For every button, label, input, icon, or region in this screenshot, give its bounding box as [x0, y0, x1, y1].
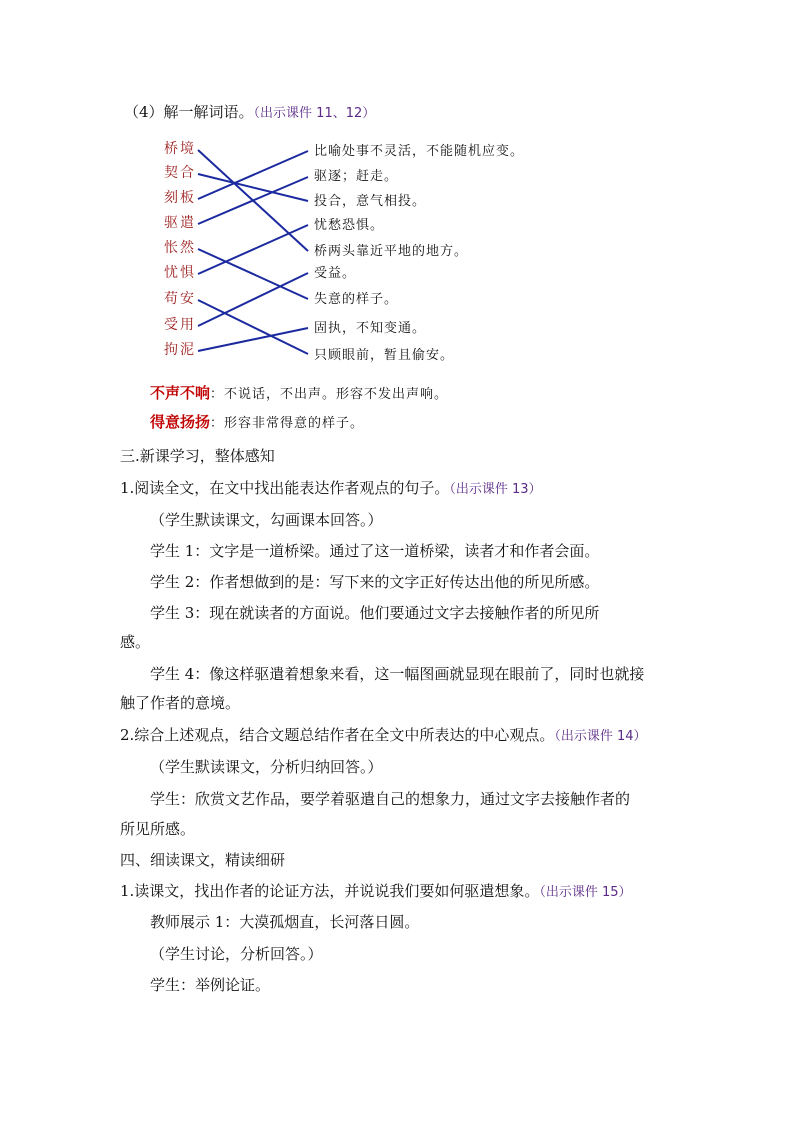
term-item: 苟安 — [164, 291, 196, 307]
student-answer: 学生：举例论证。 — [150, 976, 271, 994]
question-2-text: 2.综合上述观点，结合文题总结作者在全文中所表达的中心观点。 — [120, 726, 555, 744]
student-answer: 学生 2：作者想做到的是：写下来的文字正好传达出他的所见所感。 — [150, 573, 600, 591]
question-3 — [120, 881, 632, 903]
connector-line — [198, 174, 308, 201]
student-note: （学生默读课文，勾画课本回答。） — [150, 511, 383, 529]
definition-item: 固执，不知变通。 — [314, 321, 427, 336]
teacher-example: 教师展示 1：大漠孤烟直，长河落日圆。 — [150, 913, 420, 931]
courseware-ref: （出示课件 15） — [539, 885, 632, 900]
student-answer: 学生 3：现在就读者的方面说。他们要通过文字去接触作者的所见所 — [150, 604, 600, 622]
term-item: 桥境 — [164, 141, 196, 157]
term-item: 刻板 — [164, 190, 196, 206]
connector-line — [198, 300, 308, 354]
connector-line — [198, 150, 308, 251]
term-item: 忧惧 — [164, 265, 196, 281]
section-heading — [124, 102, 375, 124]
courseware-ref: （出示课件 14） — [554, 729, 647, 744]
question-1 — [120, 478, 542, 500]
student-answer-continued: 感。 — [120, 633, 151, 651]
section-heading-text: （4）解一解词语。 — [124, 103, 254, 121]
idiom-term: 得意扬扬 — [150, 413, 211, 431]
connector-line — [198, 151, 308, 199]
courseware-ref: （出示课件 11、12） — [253, 106, 376, 121]
section-three-title: 三.新课学习，整体感知 — [120, 447, 275, 465]
term-item: 怅然 — [164, 240, 196, 256]
definition-item: 只顾眼前，暂且偷安。 — [314, 348, 455, 363]
term-item: 契合 — [164, 165, 196, 181]
student-answer: 学生：欣赏文艺作品，要学着驱遣自己的想象力，通过文字去接触作者的 — [150, 790, 631, 808]
definition-item: 忧愁恐惧。 — [314, 218, 385, 233]
term-item: 驱遣 — [164, 215, 196, 231]
definition-item: 受益。 — [314, 266, 357, 281]
student-note: （学生讨论，分析回答。） — [150, 945, 323, 963]
idiom-row — [150, 383, 448, 405]
idiom-term: 不声不响 — [150, 384, 211, 402]
definition-item: 桥两头靠近平地的地方。 — [314, 244, 469, 259]
term-item: 受用 — [164, 317, 196, 333]
definition-item: 驱逐；赶走。 — [314, 169, 399, 184]
idiom-definition: ：不说话，不出声。形容不发出声响。 — [210, 387, 449, 402]
student-note: （学生默读课文，分析归纳回答。） — [150, 758, 383, 776]
student-answer-continued: 触了作者的意境。 — [120, 694, 241, 712]
idiom-definition: ：形容非常得意的样子。 — [210, 416, 365, 431]
question-1-text: 1.阅读全文，在文中找出能表达作者观点的句子。 — [120, 479, 450, 497]
student-answer: 学生 1：文字是一道桥梁。通过了这一道桥梁，读者才和作者会面。 — [150, 542, 600, 560]
student-answer-continued: 所见所感。 — [120, 820, 196, 838]
connector-line — [198, 273, 308, 326]
term-item: 拘泥 — [164, 342, 196, 358]
idiom-row — [150, 412, 364, 434]
connector-line — [198, 177, 308, 224]
connector-line — [198, 328, 308, 351]
connector-line — [198, 225, 308, 274]
question-2 — [120, 725, 647, 747]
courseware-ref: （出示课件 13） — [449, 482, 542, 497]
question-3-text: 1.读课文，找出作者的论证方法，并说说我们要如何驱遣想象。 — [120, 882, 540, 900]
definition-item: 比喻处事不灵活，不能随机应变。 — [314, 144, 525, 159]
definition-item: 投合，意气相投。 — [314, 194, 427, 209]
student-answer: 学生 4：像这样驱遣着想象来看，这一幅图画就显现在眼前了，同时也就接 — [150, 665, 645, 683]
section-four-title: 四、细读课文，精读细研 — [120, 851, 286, 869]
definition-item: 失意的样子。 — [314, 292, 399, 307]
connector-line — [198, 249, 308, 299]
